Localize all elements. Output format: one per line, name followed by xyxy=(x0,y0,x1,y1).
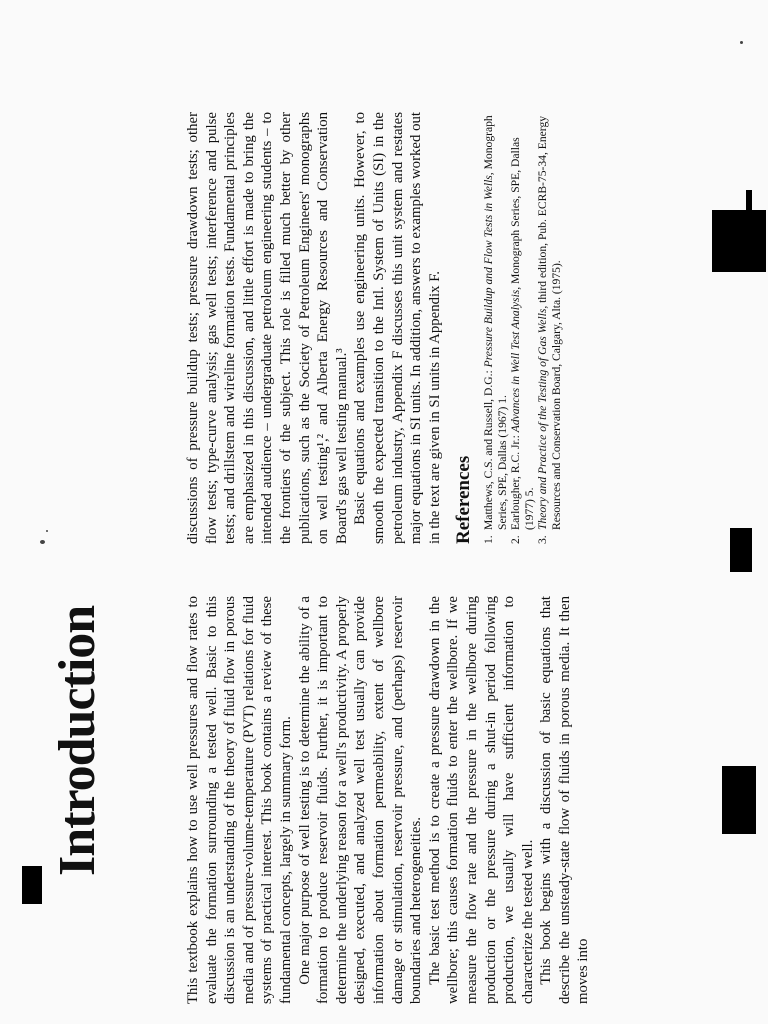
paragraph: Basic equations and examples use engineering units. However, to smooth the expected transition to the Intl. System of Units (SI) in the petroleum industry, Appendix F discusses this unit system and restates major equations in SI units. In addition, answers to examples worked out in the text are given in SI units in Appendix F. xyxy=(352,112,443,544)
reference-number: 2. xyxy=(509,535,523,544)
scan-mark-2 xyxy=(730,528,752,572)
reference-item xyxy=(509,112,536,544)
title-marker-block xyxy=(22,866,42,904)
reference-details: Monograph Series, SPE, Dallas (1977) 5. xyxy=(509,137,536,530)
paragraph: This book begins with a discussion of basic equations that describe the unsteady-state flow of fluids in porous media. It then moves into xyxy=(538,596,592,1004)
reference-number: 1. xyxy=(481,535,495,544)
reference-work-title: Advances in Well Test Analysis, xyxy=(509,286,523,433)
reference-authors: Earlougher, R.C. Jr.: xyxy=(509,432,523,530)
scan-speck-1 xyxy=(40,540,45,544)
reference-work-title: Pressure Buildup and Flow Tests in Wells, xyxy=(481,172,495,368)
reference-work-title: Theory and Practice of the Testing of Gas Wells, xyxy=(536,305,550,530)
reference-item xyxy=(536,112,563,544)
references-heading: References xyxy=(453,455,475,544)
reference-details: Monograph Series, SPE, Dallas (1967) 1. xyxy=(481,115,509,530)
paragraph: One major purpose of well testing is to determine the ability of a formation to produce reservoir fluids. Further, it is important to determine the underlying reason for a well's productivity. A properly designed, executed, and analyzed well test usually can provide information about formation permeability, extent of wellbore damage or stimulation, reservoir pressure, and (perhaps) reservoir boundaries and heterogeneities. xyxy=(296,596,425,1004)
scan-mark-4 xyxy=(746,190,752,224)
reference-item xyxy=(482,112,509,544)
reference-details: third edition, Pub. ECRB-75-34, Energy Resources and Conservation Board, Calgary, Alta. (1975). xyxy=(536,115,563,530)
scan-speck-2 xyxy=(46,530,48,532)
left-text-column xyxy=(184,596,593,1004)
reference-number: 3. xyxy=(536,535,550,544)
references-list xyxy=(482,112,564,544)
page-title: Introduction xyxy=(49,605,106,876)
paragraph: The basic test method is to create a pressure drawdown in the wellbore; this causes formation fluids to enter the wellbore. If we measure the flow rate and the pressure in the wellbore during production or the pressure during a shut-in period following production, we usually will have sufficient information to characterize the tested well. xyxy=(426,596,536,1004)
scan-mark-1 xyxy=(722,766,756,834)
reference-authors: Matthews, C.S. and Russell, D.G.: xyxy=(481,367,495,530)
scan-mark-3 xyxy=(712,210,766,272)
right-text-column xyxy=(184,112,563,544)
paragraph: discussions of pressure buildup tests; pressure drawdown tests; other flow tests; type-curve analysis; gas well tests; interference and pulse tests; and drillstem and wireline formation tests. Fundamental principles are emphasized in this discussion, and little effort is made to bring the intended audience – undergraduate petroleum engineering students – to the frontiers of the subject. This role is filled much better by other publications, such as the Society of Petroleum Engineers' monographs on well testing¹,² and Alberta Energy Resources and Conservation Board's gas well testing manual.³ xyxy=(185,112,350,544)
scan-speck-3 xyxy=(740,41,743,44)
paragraph: This textbook explains how to use well pressures and flow rates to evaluate the formation surrounding a tested well. Basic to this discussion is an understanding of the theory of fluid flow in porous media and of pressure-volume-temperature (PVT) relations for fluid systems of practical interest. This book contains a review of these fundamental concepts, largely in summary form. xyxy=(185,596,294,1004)
